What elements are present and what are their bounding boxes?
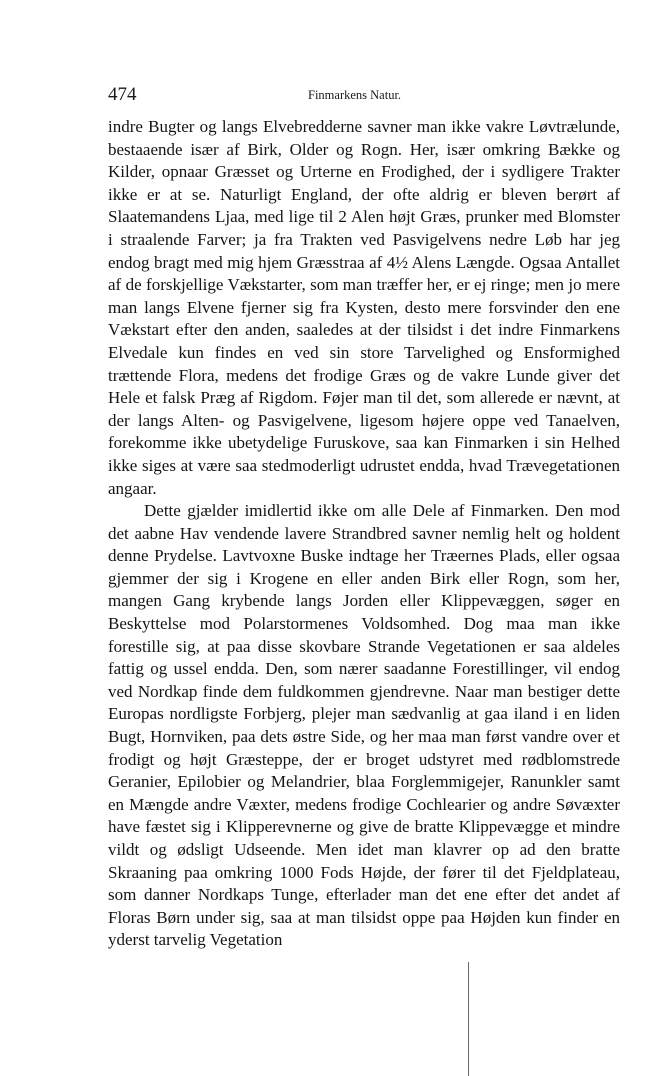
page-number: 474 <box>108 84 137 105</box>
running-head <box>108 84 620 108</box>
paragraph: Dette gjælder imidlertid ikke om alle Dele af Finmarken. Den mod det aabne Hav vendende lavere Strandbred savner nemlig helt og holdent denne Prydelse. Lavtvoxne Buske indtage her Træernes Plads, eller ogsaa gjemmer der sig i Krogene en eller anden Birk eller Rogn, som her, mangen Gang krybende langs Jorden eller Klippevæggen, søger en Beskyttelse mod Polarstormenes Voldsomhed. Dog maa man ikke forestille sig, at paa disse skovbare Strande Vegetationen er saa aldeles fattig og ussel endda. Den, som nærer saadanne Forestillinger, vil endog ved Nordkap finde dem fuldkommen gjendrevne. Naar man bestiger dette Europas nordligste Forbjerg, plejer man sædvanlig at gaa iland i en liden Bugt, Hornviken, paa dets østre Side, og her maa man først vandre over et frodigt og højt Græsteppe, der er broget udstyret med rødblomstrede Geranier, Epilobier og Melandrier, blaa Forglemmigejer, Ranunkler samt en Mængde andre Væxter, medens frodige Cochlearier og andre Søvæxter have fæstet sig i Klipperevnerne og give de bratte Klippevægge et mindre vildt og ødsligt Udseende. Men idet man klavrer op ad den bratte Skraaning paa omkring 1000 Fods Højde, der fører til det Fjeldplateau, som danner Nordkaps Tunge, efterlader man det ene efter det andet af Floras Børn under sig, saa at man tilsidst oppe paa Højden kun finder en yderst tarvelig Vegetation <box>108 501 620 950</box>
gutter-line <box>468 962 469 1076</box>
body-text <box>108 116 620 952</box>
running-title: Finmarkens Natur. <box>308 88 402 102</box>
paragraph-continued: indre Bugter og langs Elvebredderne savner man ikke vakre Løvtrælunde, bestaaende især af Birk, Older og Rogn. Her, især omkring Bække og Kilder, opnaar Græsset og Urterne en Frodighed, der i sydligere Trakter ikke er at se. Naturligt England, der ofte aldrig er bleven berørt af Slaatemandens Ljaa, med lige til 2 Alen højt Græs, prunker med Blomster i straalende Farver; ja fra Trakten ved Pasvigelvens nedre Løb har jeg endog bragt med mig hjem Græsstraa af 4½ Alens Længde. Ogsaa Antallet af de forskjellige Vækstarter, som man træffer her, er ej ringe; men jo mere man langs Elvene fjerner sig fra Kysten, desto mere forsvinder den ene Vækstart efter den anden, saaledes at der tilsidst i det indre Finmarkens Elvedale kun findes en ved sin store Tarvelighed og Ensformighed trættende Flora, medens det frodige Græs og de vakre Lunde giver det Hele et falsk Præg af Rigdom. Føjer man til det, som allerede er nævnt, at der langs Alten- og Pasvigelvene, ligesom højere oppe ved Tanaelven, forekomme ikke ubetydelige Furuskove, saa kan Finmarken i sin Helhed ikke siges at være saa stedmoderligt udrustet endda, hvad Trævegetationen angaar. <box>108 117 620 498</box>
